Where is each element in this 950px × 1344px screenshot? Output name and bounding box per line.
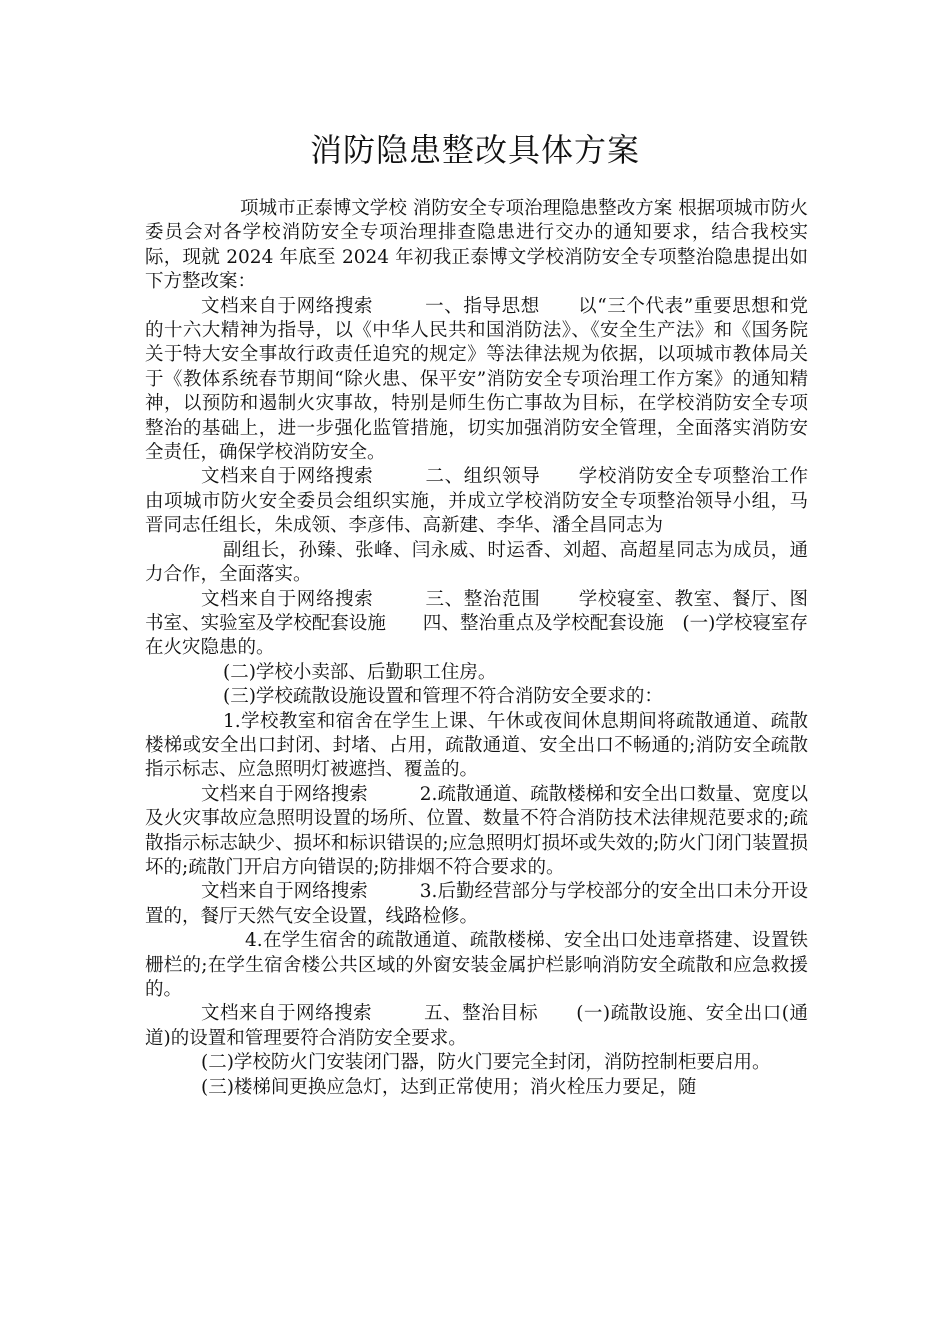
paragraph-guiding-thought: [145, 295, 808, 466]
paragraph-goal-3: (三)楼梯间更换应急灯，达到正常使用；消火栓压力要足，随: [201, 1076, 697, 1098]
paragraph-point-4: 4.在学生宿舍的疏散通道、疏散楼梯、安全出口处违章搭建、设置铁栅栏的;在学生宿舍楼公共区域的外窗安装金属护栏影响消防安全疏散和应急救援的。: [145, 930, 808, 1000]
source-tag: 文档来自于网络搜索: [201, 295, 374, 317]
paragraph-deputy-leaders: 副组长，孙臻、张峰、闫永威、时运香、刘超、高超星同志为成员，通力合作，全面落实。: [145, 539, 808, 586]
paragraph-text: 三、整治范围 学校寝室、教室、餐厅、图书室、实验室及学校配套设施 四、整治重点及学校配套设施 (一)学校寝室存在火灾隐患的。: [145, 588, 808, 659]
paragraph-text: 3.后勤经营部分与学校部分的安全出口未分开设置的，餐厅天然气安全设置，线路检修。: [145, 881, 808, 927]
paragraph-intro: 项城市正泰博文学校 消防安全专项治理隐患整改方案 根据项城市防火委员会对各学校消防安全专项治理排查隐患进行交办的通知要求，结合我校实际，现就 2024 年底至 2024 年初我正泰博文学校消防安全专项整治隐患提出如下方整改案：: [145, 198, 808, 293]
paragraph-point-3: [145, 880, 808, 929]
document-title: 消防隐患整改具体方案: [309, 131, 640, 169]
source-tag: 文档来自于网络搜索: [201, 1003, 373, 1025]
paragraph-item-3: (三)学校疏散设施设置和管理不符合消防安全要求的：: [223, 686, 663, 708]
source-tag: 文档来自于网络搜索: [201, 783, 368, 805]
source-tag: 文档来自于网络搜索: [201, 588, 374, 610]
paragraph-item-2: (二)学校小卖部、后勤职工住房。: [223, 661, 497, 683]
source-tag: 文档来自于网络搜索: [201, 881, 368, 903]
paragraph-point-1: 1.学校教室和宿舍在学生上课、午休或夜间休息期间将疏散通道、疏散楼梯或安全出口封闭、封堵、占用，疏散通道、安全出口不畅通的;消防安全疏散指示标志、应急照明灯被遮挡、覆盖的。: [145, 710, 808, 781]
paragraph-scope: [145, 588, 808, 661]
paragraph-goals: [145, 1002, 808, 1051]
paragraph-text: 2.疏散通道、疏散楼梯和安全出口数量、宽度以及火灾事故应急照明设置的场所、位置、数量不符合消防技术法律规范要求的;疏散指示标志缺少、损坏和标识错误的;应急照明灯损坏或失效的;防火门闭门装置损坏的;疏散门开启方向错误的;防排烟不符合要求的。: [145, 783, 808, 878]
document-body: [145, 197, 808, 1100]
paragraph-text: 一、指导思想 以“三个代表”重要思想和党的十六大精神为指导，以《中华人民共和国消防法》、《安全生产法》和《国务院关于特大安全事故行政责任追究的规定》等法律法规为依据，以项城市教体局关于《教体系统春节期间“除火患、保平安”消防安全专项治理工作方案》的通知精神，以预防和遏制火灾事故，特别是师生伤亡事故为目标，在学校消防安全专项整治的基础上，进一步强化监管措施，切实加强消防安全管理，全面落实消防安全责任，确保学校消防安全。: [145, 295, 808, 464]
paragraph-text: 二、组织领导 学校消防安全专项整治工作由项城市防火安全委员会组织实施，并成立学校消防安全专项整治领导小组，马晋同志任组长，朱成领、李彦伟、高新建、李华、潘全昌同志为: [145, 466, 808, 537]
paragraph-goal-2: (二)学校防火门安装闭门器，防火门要完全封闭，消防控制柜要启用。: [201, 1052, 771, 1074]
paragraph-organization: [145, 465, 808, 538]
paragraph-point-2: [145, 783, 808, 881]
paragraph-text: 五、整治目标 (一)疏散设施、安全出口(通道)的设置和管理要符合消防安全要求。: [145, 1003, 808, 1049]
source-tag: 文档来自于网络搜索: [201, 466, 374, 488]
